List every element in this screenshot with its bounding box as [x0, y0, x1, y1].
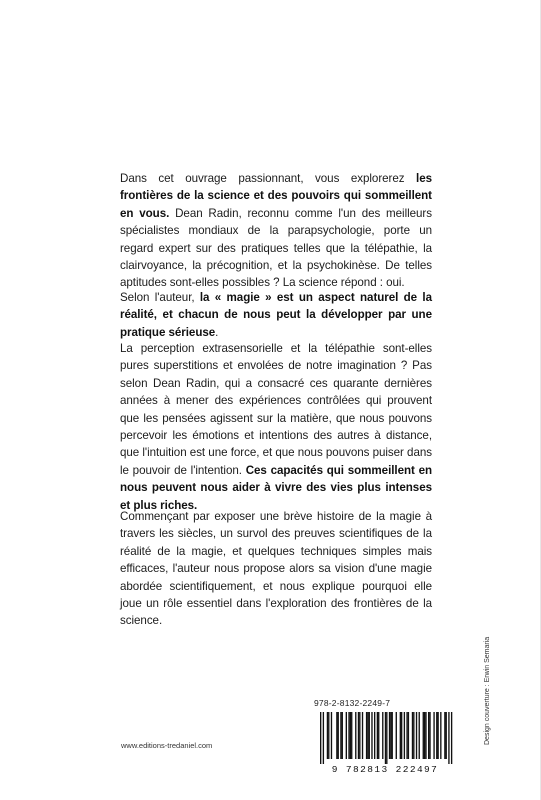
- description-paragraph-1: [120, 170, 432, 292]
- description-paragraph-2: [120, 289, 432, 341]
- cover-design-credit: Design couverture : Erwin Semaria: [484, 636, 491, 745]
- paragraph-text: Dans cet ouvrage passionnant, vous explorerez les frontières de la science et des pouvoirs qui sommeillent en vous. Dean Radin, reconnu comme l'un des meilleurs spécialistes mondiaux de la parapsychologie, porte un regard expert sur des pratiques telles que la télépathie, la clairvoyance, la précognition, et la psychokinèse. De telles aptitudes sont-elles possibles ? La science répond : oui.: [120, 172, 432, 290]
- barcode-digits: 9 782813 222497: [331, 764, 439, 774]
- barcode-bars: [320, 712, 452, 764]
- description-paragraph-4: [120, 508, 432, 630]
- barcode-image: [310, 712, 460, 774]
- paragraph-text: La perception extrasensorielle et la télépathie sont-elles pures superstitions et envolées de notre imagination ? Pas selon Dean Radin, qui a consacré ces quarante dernières années à mener des expériences contrôlées qui prouvent que les pensées agissent sur la matière, que nous pouvons percevoir les émotions et intentions des autres à distance, que l'intuition est une force, et que nous pouvons puiser dans le pouvoir de l'intention. Ces capacités qui sommeillent en nous peuvent nous aider à vivre des vies plus intenses et plus riches.: [120, 342, 433, 512]
- paragraph-text: Commençant par exposer une brève histoire de la magie à travers les siècles, un survol des preuves scientifiques de la réalité de la magie, et quelques techniques simples mais efficaces, l'auteur nous propose alors sa vision d'une magie abordée scientifiquement, et nous explique pourquoi elle joue un rôle essentiel dans l'exploration des frontières de la science.: [120, 510, 432, 628]
- description-paragraph-3: [120, 340, 432, 514]
- publisher-website: www.editions-tredaniel.com: [121, 741, 213, 750]
- isbn-number: 978-2-8132-2249-7: [314, 698, 391, 708]
- paragraph-text: Selon l'auteur, la « magie » est un aspect naturel de la réalité, et chacun de nous peut la développer par une pratique sérieuse.: [120, 291, 432, 339]
